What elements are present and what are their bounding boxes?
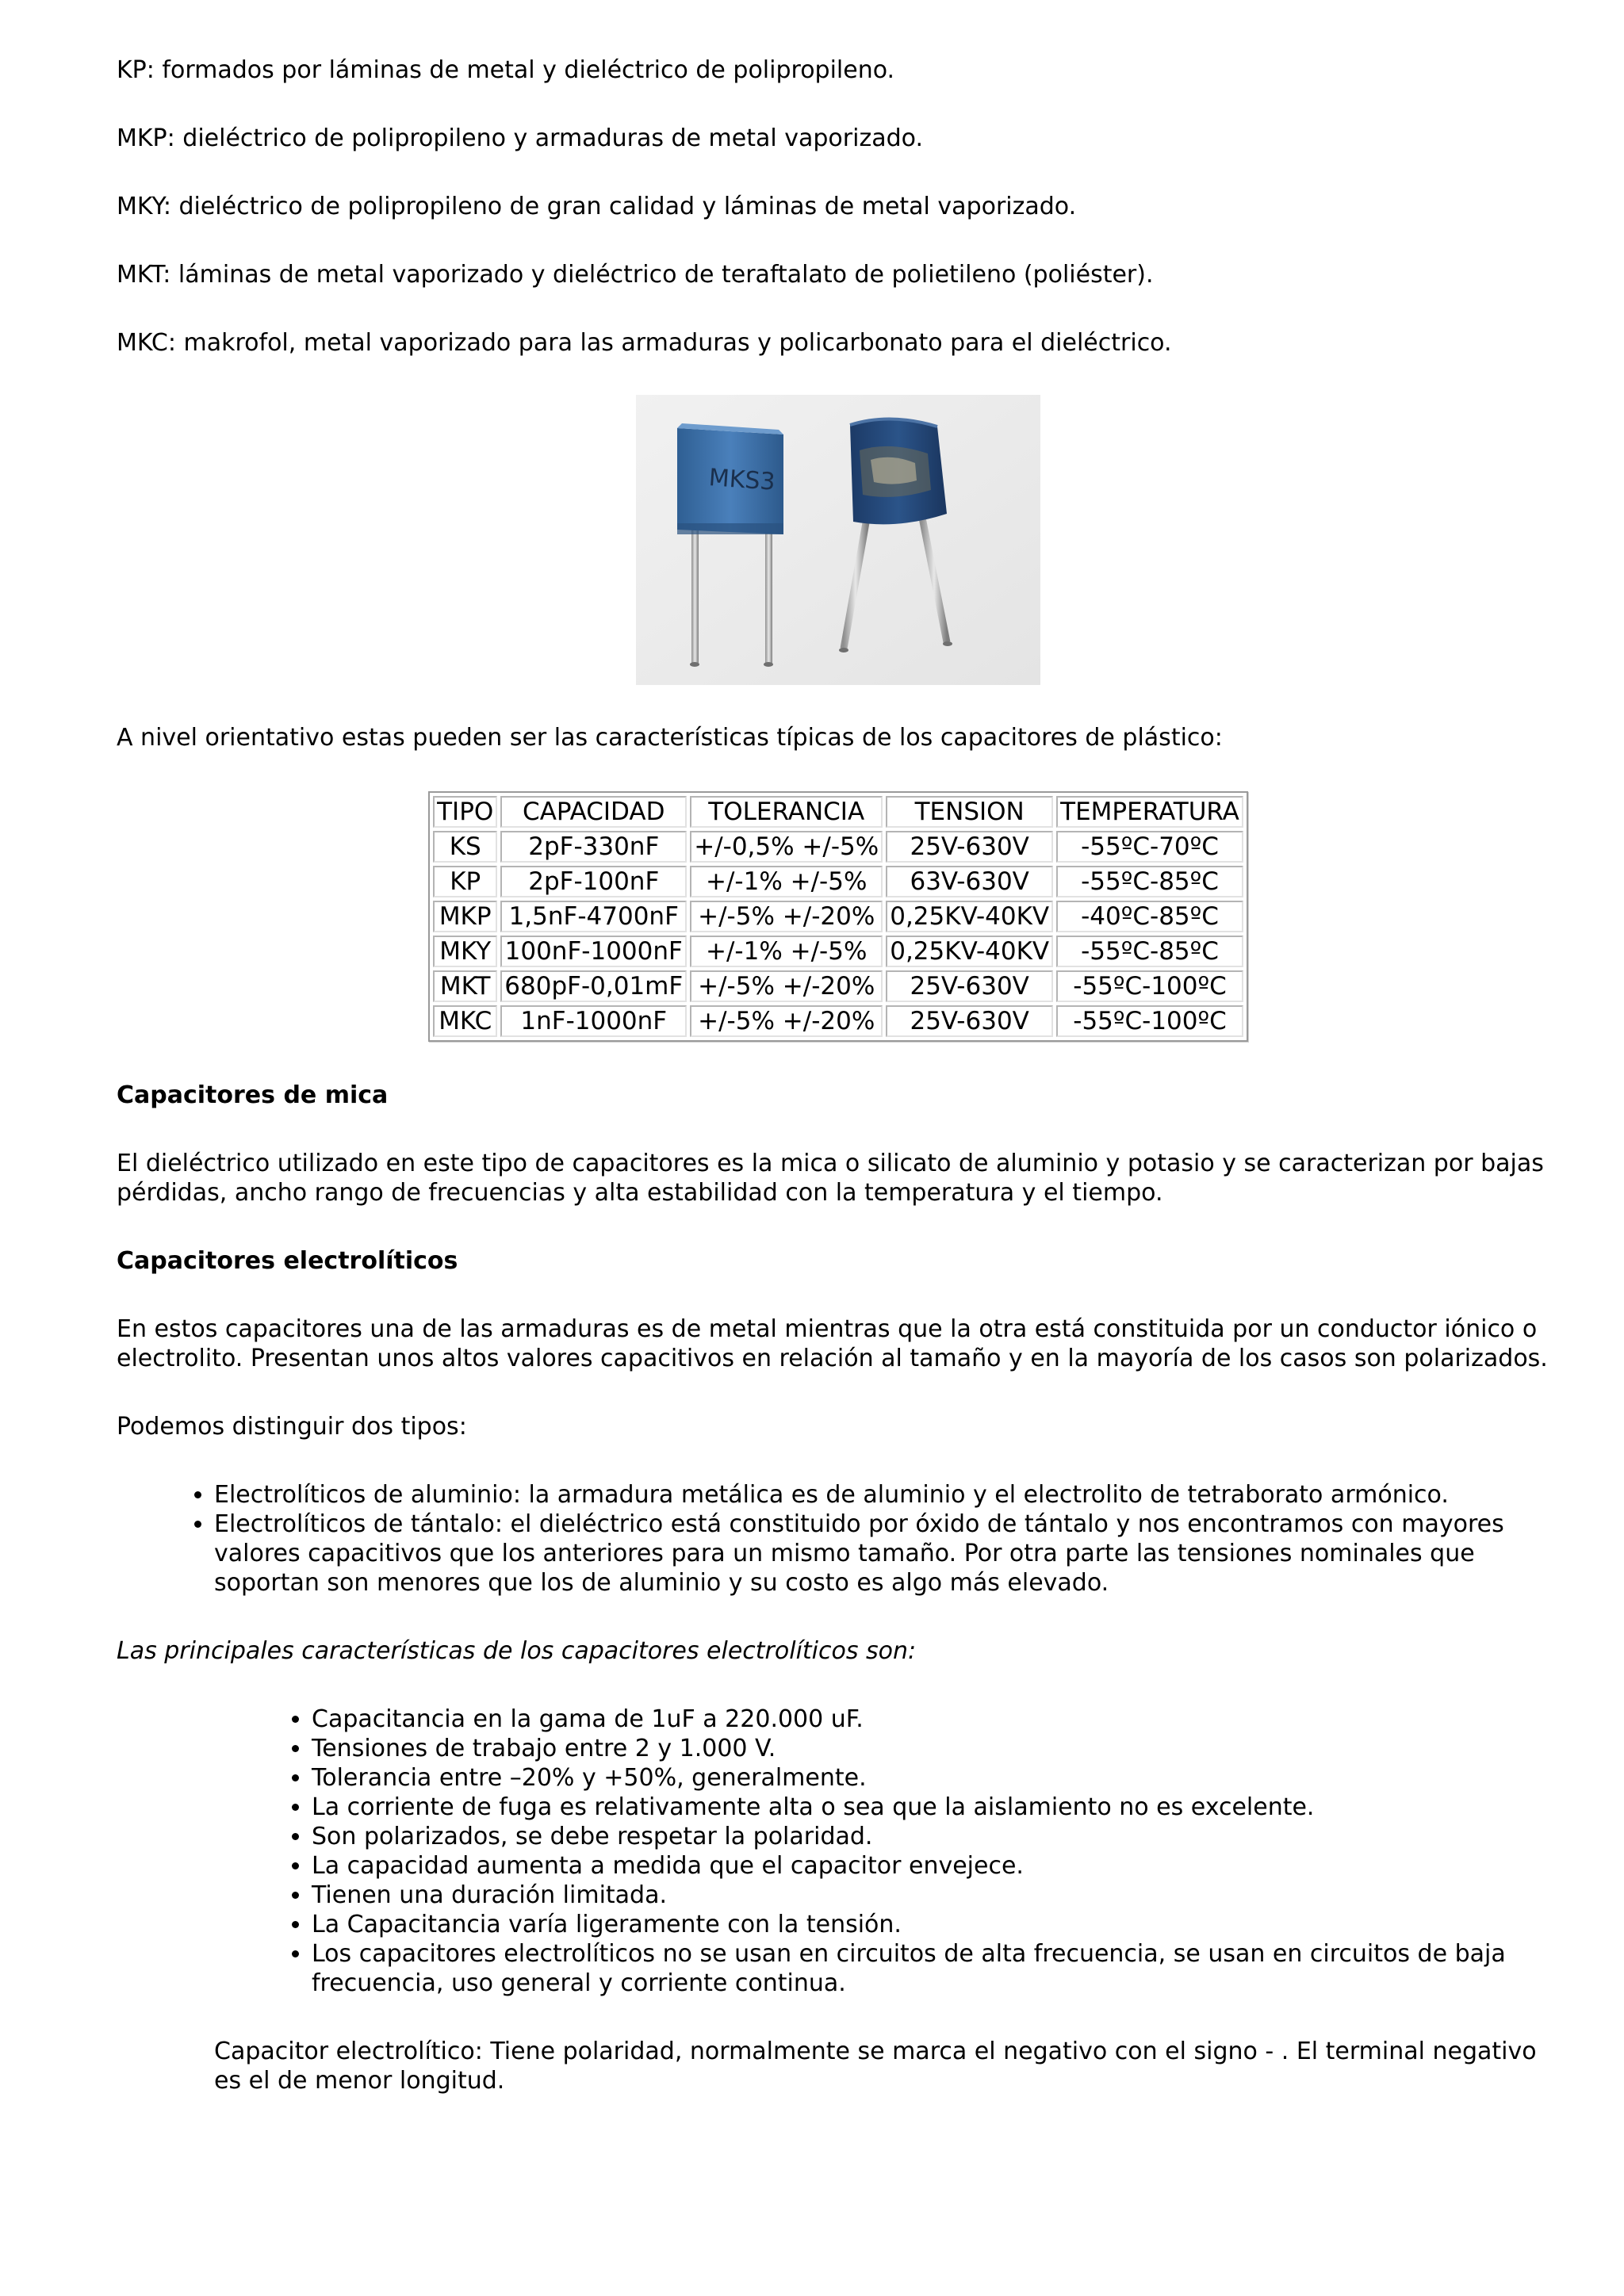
mica-heading: Capacitores de mica — [117, 1081, 389, 1109]
list-item: • Capacitancia en la gama de 1uF a 220.000 uF. — [312, 1705, 1560, 1734]
list-item: • La capacidad aumenta a medida que el capacitor envejece. — [312, 1851, 1560, 1881]
intro-kp: KP: formados por láminas de metal y dieléctrico de polipropileno. — [117, 56, 895, 84]
plastic-capacitor-spec-table — [428, 791, 1248, 1042]
list-item: • Los capacitores electrolíticos no se usan en circuitos de alta frecuencia, se usan en circuitos de baja frecuencia, uso general y corriente continua. — [312, 1939, 1560, 1998]
table-cell: +/-5% +/-20% — [690, 970, 883, 1002]
header-tension: TENSION — [886, 796, 1053, 828]
table-cell: MKC — [433, 1005, 497, 1037]
table-cell: 25V-630V — [886, 1005, 1053, 1037]
capacitor-marking: MKS3 — [707, 464, 776, 496]
table-cell: +/-1% +/-5% — [690, 936, 883, 967]
table-row — [433, 1005, 1243, 1037]
table-cell: -55ºC-85ºC — [1056, 866, 1243, 897]
table-header-row — [433, 796, 1243, 828]
table-cell: 680pF-0,01mF — [500, 970, 687, 1002]
table-cell: MKT — [433, 970, 497, 1002]
list-item: • Tensiones de trabajo entre 2 y 1.000 V. — [312, 1734, 1560, 1763]
table-cell: -55ºC-70ºC — [1056, 831, 1243, 863]
table-cell: MKP — [433, 901, 497, 932]
intro-mky: MKY: dieléctrico de polipropileno de gran calidad y láminas de metal vaporizado. — [117, 193, 1077, 220]
electro-heading: Capacitores electrolíticos — [117, 1247, 458, 1275]
table-cell: 1,5nF-4700nF — [500, 901, 687, 932]
plastic-capacitors-photo — [636, 395, 1040, 685]
table-cell: 25V-630V — [886, 831, 1053, 863]
table-cell: 63V-630V — [886, 866, 1053, 897]
table-cell: 2pF-330nF — [500, 831, 687, 863]
polarity-note: Capacitor electrolítico: Tiene polaridad, normalmente se marca el negativo con el signo - . El terminal negativo es el de menor longitud. — [214, 2038, 1537, 2095]
table-cell: 1nF-1000nF — [500, 1005, 687, 1037]
list-item: • Tolerancia entre –20% y +50%, generalmente. — [312, 1763, 1560, 1793]
table-cell: 0,25KV-40KV — [886, 936, 1053, 967]
table-row — [433, 866, 1243, 897]
table-cell: 100nF-1000nF — [500, 936, 687, 967]
header-capacidad: CAPACIDAD — [500, 796, 687, 828]
list-item: • Tienen una duración limitada. — [312, 1881, 1560, 1910]
table-cell: +/-0,5% +/-5% — [690, 831, 883, 863]
table-cell: -40ºC-85ºC — [1056, 901, 1243, 932]
electrolytic-features-list — [117, 1705, 1560, 1998]
table-cell: -55ºC-85ºC — [1056, 936, 1243, 967]
list-item: • Electrolíticos de aluminio: la armadura metálica es de aluminio y el electrolito de tetraborato armónico. — [214, 1480, 1560, 1510]
table-cell: +/-5% +/-20% — [690, 901, 883, 932]
intro-mkt: MKT: láminas de metal vaporizado y dieléctrico de teraftalato de polietileno (poliéster). — [117, 261, 1154, 289]
table-row — [433, 936, 1243, 967]
spec-table-wrap — [117, 791, 1560, 1042]
table-cell: KP — [433, 866, 497, 897]
electrolytic-types-list — [117, 1480, 1560, 1598]
intro-mkp: MKP: dieléctrico de polipropileno y armaduras de metal vaporizado. — [117, 124, 923, 152]
header-tolerancia: TOLERANCIA — [690, 796, 883, 828]
table-cell: KS — [433, 831, 497, 863]
table-cell: +/-5% +/-20% — [690, 1005, 883, 1037]
header-tipo: TIPO — [433, 796, 497, 828]
features-intro: Las principales características de los capacitores electrolíticos son: — [117, 1637, 917, 1665]
header-temperatura: TEMPERATURA — [1056, 796, 1243, 828]
document-page — [117, 55, 1560, 2134]
table-cell: 25V-630V — [886, 970, 1053, 1002]
table-intro: A nivel orientativo estas pueden ser las características típicas de los capacitores de plástico: — [117, 724, 1223, 752]
types-intro: Podemos distinguir dos tipos: — [117, 1413, 467, 1441]
table-cell: +/-1% +/-5% — [690, 866, 883, 897]
table-row — [433, 831, 1243, 863]
capacitor-photo-wrap — [117, 395, 1560, 685]
list-item: • La corriente de fuga es relativamente alta o sea que la aislamiento no es excelente. — [312, 1793, 1560, 1822]
table-cell: MKY — [433, 936, 497, 967]
table-cell: 0,25KV-40KV — [886, 901, 1053, 932]
intro-mkc: MKC: makrofol, metal vaporizado para las armaduras y policarbonato para el dieléctrico. — [117, 329, 1172, 357]
table-cell: 2pF-100nF — [500, 866, 687, 897]
list-item: • Electrolíticos de tántalo: el dieléctrico está constituido por óxido de tántalo y nos encontramos con mayores valores capacitivos que los anteriores para un mismo tamaño. Por otra parte las tensiones nominales que soportan son menores que los de aluminio y su costo es algo más elevado. — [214, 1510, 1560, 1598]
table-cell: -55ºC-100ºC — [1056, 970, 1243, 1002]
table-row — [433, 901, 1243, 932]
electro-text: En estos capacitores una de las armaduras es de metal mientras que la otra está constituida por un conductor iónico o electrolito. Presentan unos altos valores capacitivos en relación al tamaño y en la mayoría de los casos son polarizados. — [117, 1315, 1548, 1372]
table-row — [433, 970, 1243, 1002]
list-item: • Son polarizados, se debe respetar la polaridad. — [312, 1822, 1560, 1851]
list-item: • La Capacitancia varía ligeramente con la tensión. — [312, 1910, 1560, 1939]
mica-text: El dieléctrico utilizado en este tipo de capacitores es la mica o silicato de aluminio y potasio y se caracterizan por bajas pérdidas, ancho rango de frecuencias y alta estabilidad con la temperatura y el tiempo. — [117, 1150, 1544, 1207]
table-cell: -55ºC-100ºC — [1056, 1005, 1243, 1037]
